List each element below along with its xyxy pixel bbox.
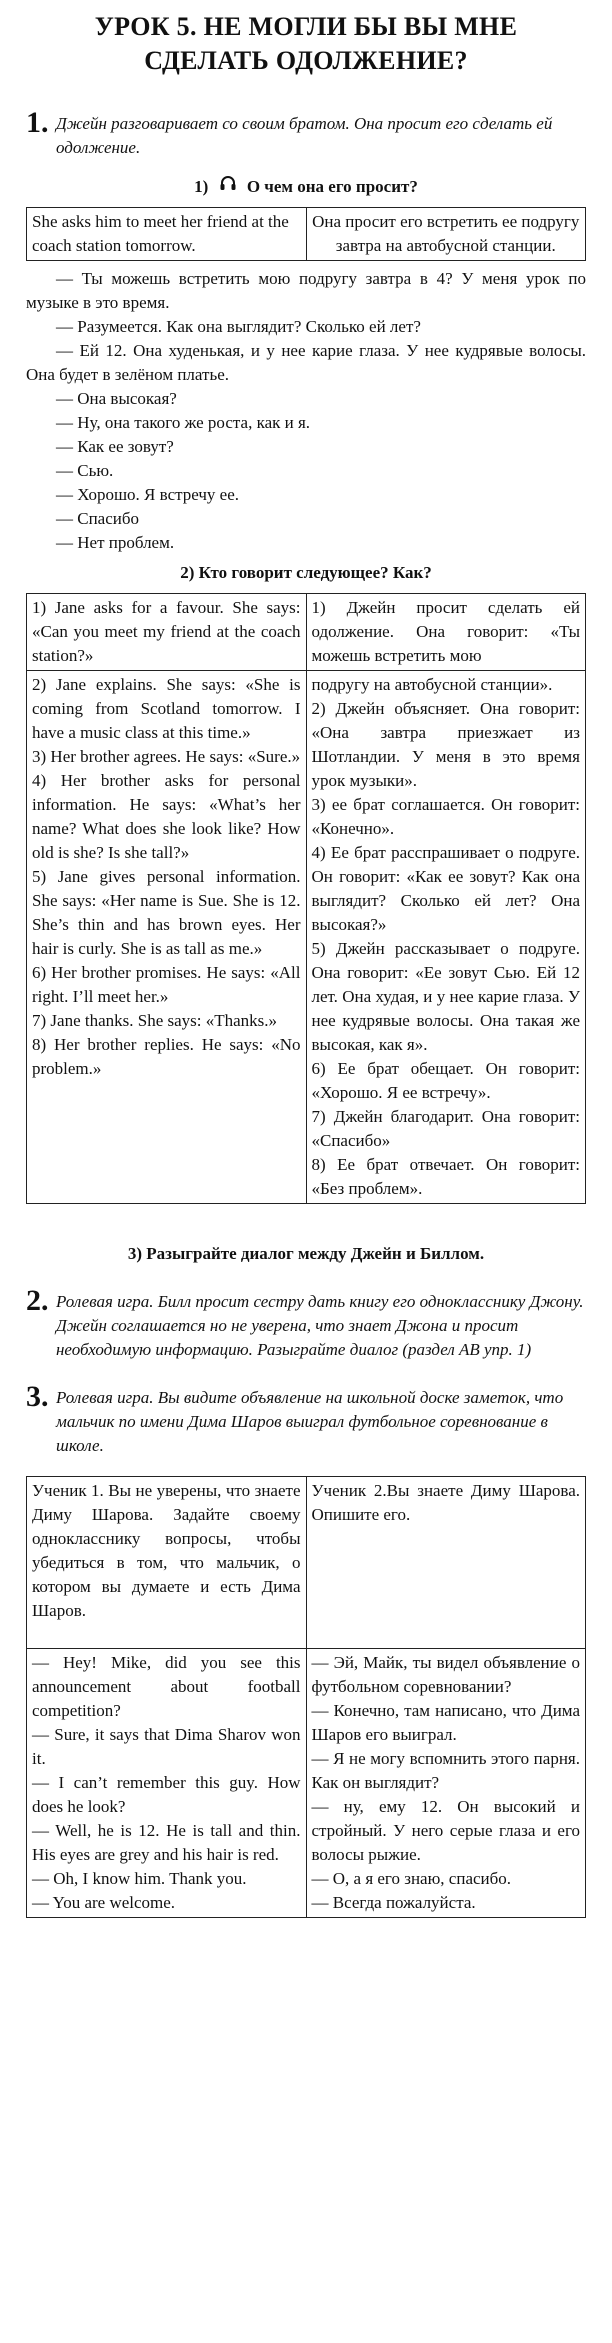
table-cell-ru: 1) Джейн просит сделать ей одолжение. Она говорит: «Ты можешь встретить мою (306, 594, 586, 671)
dialog-line: — О, а я его знаю, спасибо. (311, 1869, 512, 1888)
part-2-heading: 2) Кто говорит следующее? Как? (180, 563, 432, 582)
exercise-number: 3. (26, 1380, 49, 1413)
phrase-item: 4) Ее брат расспрашивает о подруге. Он говорит: «Как ее зовут? Как она выглядит? Сколько ей лет? Она высокая?» (311, 843, 580, 934)
table-cell-ru: Она просит его встретить ее подругу завтра на автобусной станции. (306, 208, 586, 261)
dialog-line: — Ей 12. Она худенькая, и у нее карие глаза. У нее кудрявые волосы. Она будет в зелёном платье. (26, 341, 586, 384)
dialog-line: — Ну, она такого же роста, как и я. (56, 413, 311, 432)
translation-table-1 (26, 207, 586, 261)
table-cell-en-list (27, 671, 307, 1204)
exercise-number: 1. (26, 106, 49, 139)
table-cell-en: She asks him to meet her friend at the coach station tomorrow. (27, 208, 307, 261)
exercise-instruction: Джейн разговаривает со своим братом. Она просит его сделать ей одолжение. (56, 114, 553, 157)
table-cell-en: 1) Jane asks for a favour. She says: «Can you meet my friend at the coach station?» (27, 594, 307, 671)
phrase-item: 7) Джейн благодарит. Она говорит: «Спасибо» (311, 1107, 580, 1150)
dialog-line: — Всегда пожалуйста. (311, 1893, 476, 1912)
dialog-line: — Разумеется. Как она выглядит? Сколько ей лет? (56, 317, 421, 336)
part-3-heading: 3) Разыграйте диалог между Джейн и Биллом. (127, 1244, 485, 1263)
phrase-item: 6) Ее брат обещает. Он говорит: «Хорошо. Я ее встречу». (311, 1059, 580, 1102)
dialog-line: — Я не могу вспомнить этого парня. Как он выглядит? (311, 1749, 580, 1792)
table-row (27, 1649, 586, 1918)
dialog-en (27, 1649, 307, 1918)
student-2-task: Ученик 2.Вы знаете Диму Шарова. Опишите его. (306, 1477, 586, 1649)
dialog-line: — Спасибо (56, 509, 140, 528)
exercise-number: 2. (26, 1284, 49, 1317)
translation-table-2 (26, 593, 586, 1204)
phrase-item: 5) Джейн рассказывает о подруге. Она говорит: «Ее зовут Сью. Ей 12 лет. Она худая, и у нее карие глаза. У нее кудрявые волосы. Она такая же высокая, как я». (311, 939, 580, 1054)
dialog-line: — Хорошо. Я встречу ее. (56, 485, 240, 504)
phrase-item: 7) Jane thanks. She says: «Thanks.» (32, 1011, 278, 1030)
phrase-item: 3) ее брат соглашается. Он говорит: «Конечно». (311, 795, 580, 838)
dialog-line: — Ты можешь встретить мою подругу завтра в 4? У меня урок по музыке в это время. (26, 269, 586, 312)
dialog-line: — Sure, it says that Dima Sharov won it. (32, 1725, 301, 1768)
phrase-item: 6) Her brother promises. He says: «All right. I’ll meet her.» (32, 963, 301, 1006)
phrase-item: 2) Джейн объясняет. Она говорит: «Она завтра приезжает из Шотландии. У меня в это время урок музыки». (311, 699, 580, 790)
dialog-line: — ну, ему 12. Он высокий и стройный. У него серые глаза и его волосы рыжие. (311, 1797, 580, 1864)
title-line-2: СДЕЛАТЬ ОДОЛЖЕНИЕ? (144, 46, 468, 75)
dialog-line: — I can’t remember this guy. How does he look? (32, 1773, 301, 1816)
dialog-line: — Well, he is 12. He is tall and thin. His eyes are grey and his hair is red. (32, 1821, 301, 1864)
table-cell-ru-list (306, 671, 586, 1204)
dialog-line: — Нет проблем. (56, 533, 175, 552)
exercise-instruction: Ролевая игра. Билл просит сестру дать книгу его однокласснику Джону. Джейн соглашается но не уверена, что знает Джона и просит необходимую информацию. Разыграйте диалог (раздел АВ упр. 1) (56, 1292, 584, 1359)
table-row (27, 671, 586, 1204)
table-row (27, 1477, 586, 1649)
exercise-3 (26, 1382, 586, 1458)
lesson-title (26, 10, 586, 78)
dialog-line: — Hey! Mike, did you see this announcement about football competition? (32, 1653, 301, 1720)
title-line-1: УРОК 5. НЕ МОГЛИ БЫ ВЫ МНЕ (94, 12, 518, 41)
exercise-instruction: Ролевая игра. Вы видите объявление на школьной доске заметок, что мальчик по имени Дима Шаров выиграл футбольное соревнование в школе. (56, 1388, 564, 1455)
dialog-line: — You are welcome. (32, 1893, 176, 1912)
phrase-item: 2) Jane explains. She says: «She is coming from Scotland tomorrow. I have a music class at this time.» (32, 675, 301, 742)
phrase-item: подругу на автобусной станции». (311, 675, 553, 694)
dialog-line: — Эй, Майк, ты видел объявление о футбольном соревновании? (311, 1653, 580, 1696)
headphones-icon (219, 174, 237, 197)
dialog-line: — Oh, I know him. Thank you. (32, 1869, 247, 1888)
phrase-item: 3) Her brother agrees. He says: «Sure.» (32, 747, 301, 766)
role-play-table (26, 1476, 586, 1918)
exercise-2 (26, 1286, 586, 1362)
page (26, 0, 586, 1918)
dialog-line: — Конечно, там написано, что Дима Шаров его выиграл. (311, 1701, 580, 1744)
phrase-item: 5) Jane gives personal information. She says: «Her name is Sue. She is 12. She’s thin and has brown eyes. Her hair is curly. She is as tall as me.» (32, 867, 301, 958)
table-row (27, 594, 586, 671)
phrase-item: 8) Her brother replies. He says: «No problem.» (32, 1035, 301, 1078)
table-row (27, 208, 586, 261)
part-1-label: 1) (194, 177, 209, 196)
dialog-line: — Она высокая? (56, 389, 177, 408)
student-1-task: Ученик 1. Вы не уверены, что знаете Диму Шарова. Задайте своему однокласснику вопросы, чтобы убедиться в том, что мальчик, о котором вы думаете и есть Дима Шаров. (27, 1477, 307, 1649)
exercise-1 (26, 108, 586, 160)
dialog-1 (26, 267, 586, 555)
part-1-heading (26, 174, 586, 197)
dialog-line: — Как ее зовут? (56, 437, 174, 456)
dialog-ru (306, 1649, 586, 1918)
part-1-title: О чем она его просит? (246, 177, 418, 196)
dialog-line: — Сью. (56, 461, 114, 480)
phrase-item: 8) Ее брат отвечает. Он говорит: «Без проблем». (311, 1155, 580, 1198)
phrase-item: 4) Her brother asks for personal information. He says: «What’s her name? What does she look like? How old is she? Is she tall?» (32, 771, 301, 862)
